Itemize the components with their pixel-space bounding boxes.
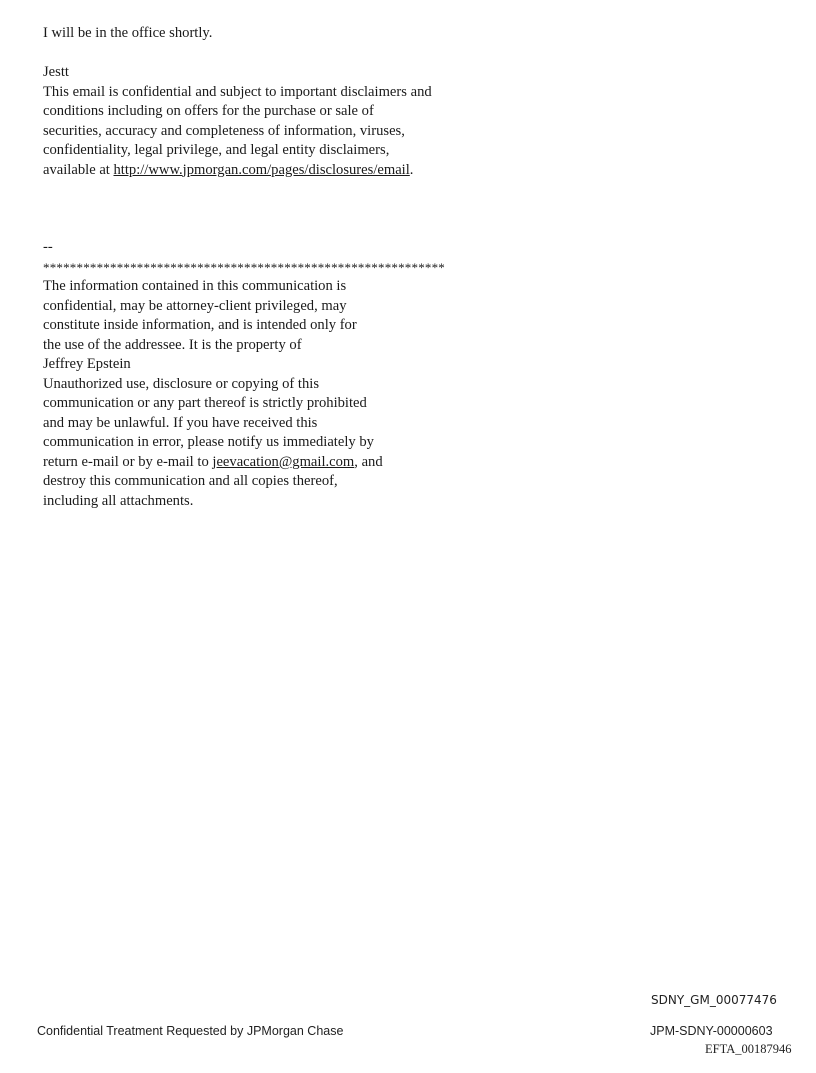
- blank-line: [43, 44, 432, 64]
- disclaimer-suffix: .: [409, 161, 414, 178]
- email-body: [43, 24, 432, 180]
- confidential-treatment-label: Confidential Treatment Requested by JPMorgan Chase: [37, 1024, 344, 1038]
- notice-line: The information contained in this communication is: [43, 278, 347, 294]
- signature-name: Jestt: [43, 64, 69, 80]
- disclaimer-line: confidentiality, legal privilege, and legal entity disclaimers,: [43, 142, 390, 158]
- disclaimer-last-line: [43, 161, 432, 181]
- disclaimer-line: conditions including on offers for the purchase or sale of: [43, 103, 374, 119]
- disclaimer-line: securities, accuracy and completeness of information, viruses,: [43, 122, 405, 139]
- sdny-bates-stamp: SDNY_GM_00077476: [651, 993, 777, 1007]
- notice-line: constitute inside information, and is intended only for: [43, 317, 357, 333]
- return-suffix: , and: [354, 453, 383, 470]
- notice-closing-line: destroy this communication and all copies thereof,: [43, 473, 338, 489]
- notice-line: Jeffrey Epstein: [43, 356, 131, 372]
- efta-bates-stamp: EFTA_00187946: [705, 1042, 792, 1056]
- notice-line: and may be unlawful. If you have received this: [43, 414, 318, 431]
- jpm-bates-stamp: JPM-SDNY-00000603: [650, 1024, 773, 1038]
- opening-line: I will be in the office shortly.: [43, 25, 213, 41]
- notice-line: Unauthorized use, disclosure or copying of this: [43, 375, 320, 392]
- confidentiality-notice: [43, 238, 445, 511]
- return-prefix: return e-mail or by e-mail to: [43, 453, 213, 470]
- notice-line: communication in error, please notify us immediately by: [43, 434, 374, 450]
- notice-line: communication or any part thereof is strictly prohibited: [43, 395, 367, 411]
- separator-dashes: --: [43, 239, 53, 255]
- return-email-line: [43, 453, 445, 473]
- email-address-link[interactable]: jeevacation@gmail.com: [212, 453, 355, 470]
- notice-line: confidential, may be attorney-client privileged, may: [43, 297, 347, 314]
- disclosures-link[interactable]: http://www.jpmorgan.com/pages/disclosures/email: [113, 161, 410, 178]
- notice-line: the use of the addressee. It is the property of: [43, 336, 302, 353]
- disclaimer-prefix: available at: [43, 161, 114, 178]
- notice-closing-line: including all attachments.: [43, 492, 194, 509]
- disclaimer-line: This email is confidential and subject to important disclaimers and: [43, 83, 432, 100]
- separator-stars: ************************************************************: [43, 259, 445, 275]
